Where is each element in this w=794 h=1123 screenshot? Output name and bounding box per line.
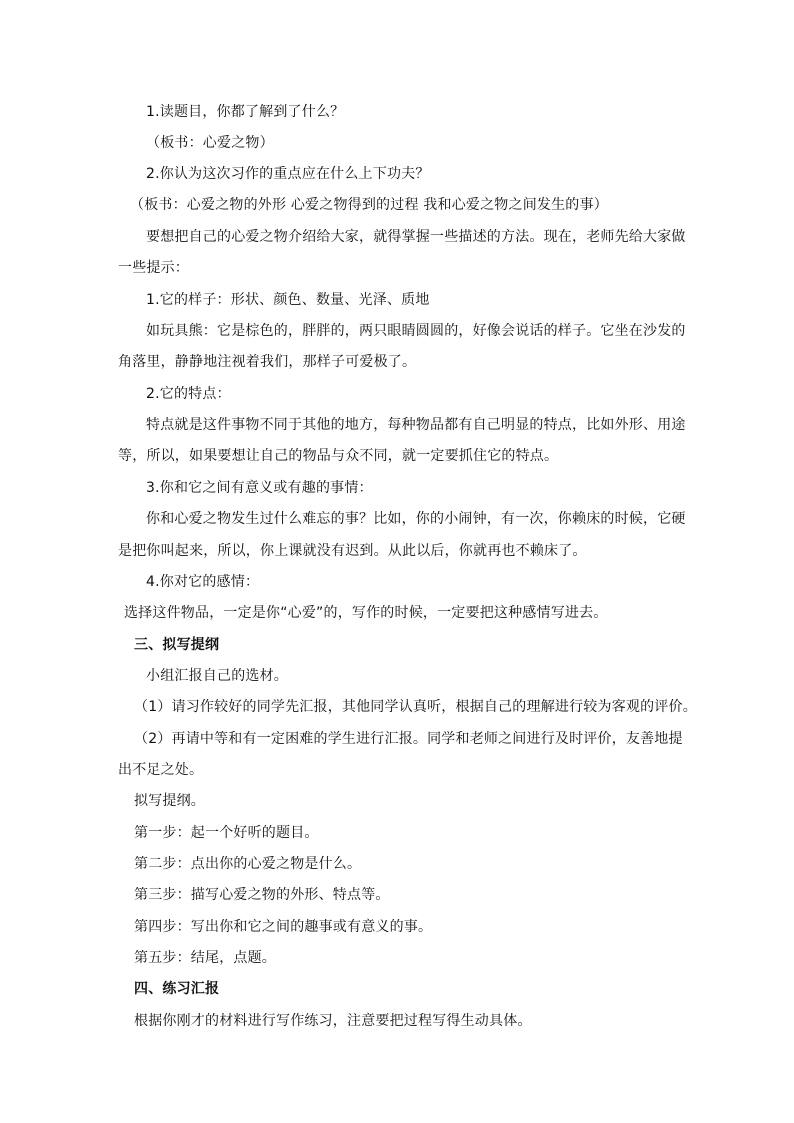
tip-2-body-line-2: 等，所以，如果要想让自己的物品与众不同，就一定要抓住它的特点。 (118, 448, 559, 464)
tip-3-body-line-1: 你和心爱之物发生过什么难忘的事？比如，你的小闹钟，有一次，你赖床的时候，它硬 (146, 511, 686, 527)
intro-paragraph-line-2: 一些提示： (118, 260, 189, 276)
outline-step-5: 第五步：结尾，点题。 (134, 950, 276, 966)
intro-paragraph-line-1: 要想把自己的心爱之物介绍给大家，就得掌握一些描述的方法。现在，老师先给大家做 (146, 229, 686, 245)
tip-1-title: 1.它的样子：形状、颜色、数量、光泽、质地 (146, 292, 430, 308)
outline-step-4: 第四步：写出你和它之间的趣事或有意义的事。 (134, 919, 433, 935)
step-report-1: （1）请习作较好的同学先汇报，其他同学认真听，根据自己的理解进行较为客观的评价。 (134, 699, 697, 715)
tip-3-title: 3.你和它之间有意义或有趣的事情： (146, 480, 373, 496)
tip-4-body: 选择这件物品，一定是你“心爱”的，写作的时候，一定要把这种感情写进去。 (124, 605, 608, 621)
step-report-2-line-1: （2）再请中等和有一定困难的学生进行汇报。同学和老师之间进行及时评价，友善地提 (134, 731, 683, 747)
question-2: 2.你认为这次习作的重点应在什么上下功夫？ (146, 166, 430, 182)
section-4-heading: 四、练习汇报 (134, 981, 220, 997)
tip-4-title: 4.你对它的感情： (146, 574, 260, 590)
tip-1-example-line-1: 如玩具熊：它是棕色的，胖胖的，两只眼睛圆圆的，好像会说话的样子。它坐在沙发的 (146, 323, 686, 339)
outline-intro: 拟写提纲。 (134, 793, 205, 809)
board-note-1: （板书：心爱之物） (146, 135, 274, 151)
step-report-2-line-2: 出不足之处。 (118, 762, 204, 778)
tip-3-body-line-2: 是把你叫起来，所以，你上课就没有迟到。从此以后，你就再也不赖床了。 (118, 543, 587, 559)
outline-step-3: 第三步：描写心爱之物的外形、特点等。 (134, 887, 390, 903)
tip-2-title: 2.它的特点： (146, 386, 231, 402)
outline-step-2: 第二步：点出你的心爱之物是什么。 (134, 856, 362, 872)
outline-step-1: 第一步：起一个好听的题目。 (134, 825, 319, 841)
group-report-text: 小组汇报自己的选材。 (146, 668, 288, 684)
tip-1-example-line-2: 角落里，静静地注视着我们，那样子可爱极了。 (118, 354, 417, 370)
practice-report-text: 根据你刚才的材料进行写作练习，注意要把过程写得生动具体。 (134, 1013, 532, 1029)
section-3-heading: 三、拟写提纲 (134, 637, 220, 653)
question-1: 1.读题目，你都了解到了什么？ (146, 104, 345, 120)
tip-2-body-line-1: 特点就是这件事物不同于其他的地方，每种物品都有自己明显的特点，比如外形、用途 (146, 417, 686, 433)
board-note-2: （板书：心爱之物的外形 心爱之物得到的过程 我和心爱之物之间发生的事） (130, 197, 608, 213)
